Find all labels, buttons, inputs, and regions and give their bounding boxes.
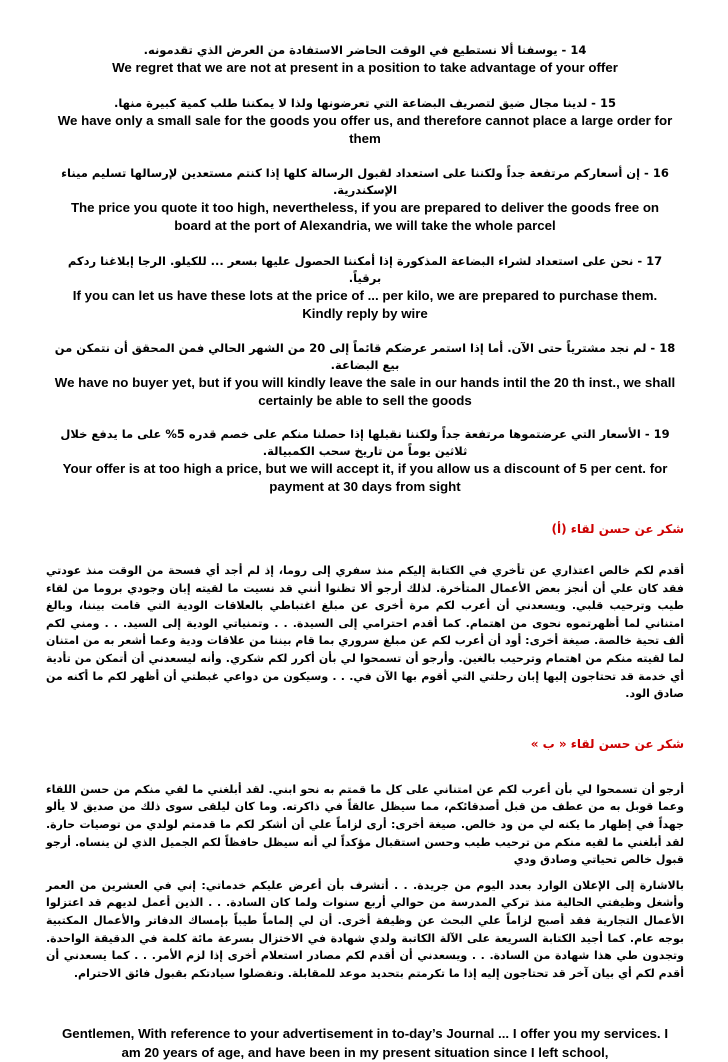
english-translation: If you can let us have these lots at the price of ... per kilo, we are prepared to purchase them. Kindly reply by wire [72,288,658,321]
phrase-entry-17 [52,253,678,323]
phrase-entry-19 [52,426,678,496]
english-letter-opening: Gentlemen, With reference to your advertisement in to-day’s Journal ... I offer you my services. I am 20 years of age, and have been in my present situation since I left school, [61,1026,669,1061]
arabic-phrase: 19 - الأسعار التي عرضتموها مرتفعة جداً ولكننا نقبلها إذا حصلنا منكم على خصم قدره 5% على ما يدفع خلال ثلاثين يوماً من تاريخ سحب الكمبيالة. [60,427,670,458]
arabic-phrase: 18 - لم نجد مشترياً حتى الآن. أما إذا استمر عرضكم قائماً إلى 20 من الشهر الحالي فمن المحقق أن نتمكن من بيع البضاعة. [54,341,676,372]
section-b-paragraph-1: أرجو أن تسمحوا لي بأن أعرب لكم عن امتناني على كل ما قمتم به نحو ابني. لقد أبلغني ما لقي منكم من حسن اللقاء وعما قوبل به من عطف من قبل أصدقائكم، مما سيظل عالقاً في ذاكرته. وما كان ليلقى سوى ذلك من صديق لا يألو جهداً في إظهار ما يكنه لي من ود خالص. صيغة أخرى: أرى لزاماً علي أن أشكر لكم ما قدمتم لولدي من توصيات حارة. لقد أبلغني ما لقيه منكم من ترحيب طيب وحسن استقبال مؤكداً لي أنه سيظل حافظاً لكم الجميل الذي لن ينساه. أرجو قبول خالص تحياتي وصادق ودي [46,782,684,867]
english-translation: Your offer is at too high a price, but we will accept it, if you allow us a discount of 5 per cent. for payment at 30 days from sight [62,461,668,494]
phrase-entry-16 [52,165,678,235]
phrase-entry-18 [52,340,678,410]
english-translation: We have only a small sale for the goods you offer us, and therefore cannot place a large order for them [57,113,673,146]
arabic-phrase: 16 - إن أسعاركم مرتفعة جداً ولكننا على استعداد لقبول الرسالة كلها إذا كنتم مستعدين لإرسالها تسليم ميناء الإسكندرية. [61,166,669,197]
section-a-paragraph: أقدم لكم خالص اعتذاري عن تأخري في الكتابة إليكم منذ سفري إلى روما، إذ لم أجد أي فسحة من الوقت منذ عودتي فقد كان علي أن أنجز بعض الأعمال المتأخرة. لذلك أرجو ألا تظنوا أنني قد نسيت ما لقيته إبان وجودي بروما من لقاء طيب وترحيب قلبي. ويسعدني أن أعرب لكم مرة أخرى عن مبلغ اغتباطي بالعلاقات الودية التي قامت بيننا، وبالغ امتناني لما أظهرتموه نحوى من اهتمام. كما أقدم احترامي إلى السيدة. . . وتمنياتي الودية إلى السيد. . . ومني لكم ألف تحية خالصة. صيغة أخرى: أود أن أعرب لكم عن مبلغ سروري بما قام بيننا من علاقات ودية وعما أشعر به من امتنان لما لقيته منكم من اهتمام وترحيب بالغين. وأرجو أن تسمحوا لي بأن أكرر لكم شكري. وأنه ليسعدني أن أتمكن من تأدية أي خدمة قد تحتاجون إليها إبان رحلتي التي أقوم بها الآن في. . . وسيكون من دواعي غبطتي أن أظهر لكم ما أكنه من صادق الود. [46,564,684,701]
section-heading-a: شكر عن حسن لقاء (أ) [551,522,684,536]
section-b-paragraph-2: بالاشارة إلى الإعلان الوارد بعدد اليوم من جريدة. . . أتشرف بأن أعرض عليكم خدماتي: إني في العشرين من العمر وأشغل وظيفتي الحالية منذ تركي المدرسة من حوالي أربع سنوات ولما كان السادة. . . الذين أعمل لديهم قد اعتزلوا الأعمال التجارية فقد أصبح لزاماً علي البحث عن وظيفة أخرى. أن لي إلماماً طيباً بإمساك الدفاتر والأعمال المكتبية بوجه عام. كما أجيد الكتابة السريعة على الآلة الكاتبة ولدي شهادة في الاختزال بسرعة مائة كلمة في الدقيقة الواحدة. وتجدون طي هذا شهادة من السادة. . . ويسعدني أن أقدم لكم مصادر استعلام أخرى إذا لزم الأمر. . . كما يسعدني أن أقدم لكم أي بيان آخر قد تحتاجون إليه إذا ما تكرمتم بتحديد موعد للمقابلة. وتفضلوا سيادتكم بقبول فائق الاحترام. [46,878,684,980]
english-translation: The price you quote it too high, nevertheless, if you are prepared to deliver the goods free on board at the port of Alexandria, we will take the whole parcel [70,200,660,233]
phrase-entry-15 [52,95,678,148]
arabic-phrase: 17 - نحن على استعداد لشراء البضاعة المذكورة إذا أمكننا الحصول عليها بسعر ... للكيلو. الرجا إبلاغنا ردكم برقياً. [67,254,663,285]
arabic-phrase: 15 - لدينا مجال ضيق لتصريف البضاعة التي تعرضونها ولذا لا يمكننا طلب كمية كبيرة منها. [114,96,616,110]
english-translation: We have no buyer yet, but if you will kindly leave the sale in our hands intil the 20 th inst., we shall certainly be able to sell the goods [54,375,676,408]
arabic-phrase: 14 - يوسفنا ألا نستطيع في الوقت الحاضر الاستفادة من العرض الذي تقدمونه. [143,43,587,57]
english-translation: We regret that we are not at present in a position to take advantage of your offer [112,60,618,75]
phrase-entry-14 [52,42,678,77]
section-heading-b: شكر عن حسن لقاء « ب » [530,736,684,751]
